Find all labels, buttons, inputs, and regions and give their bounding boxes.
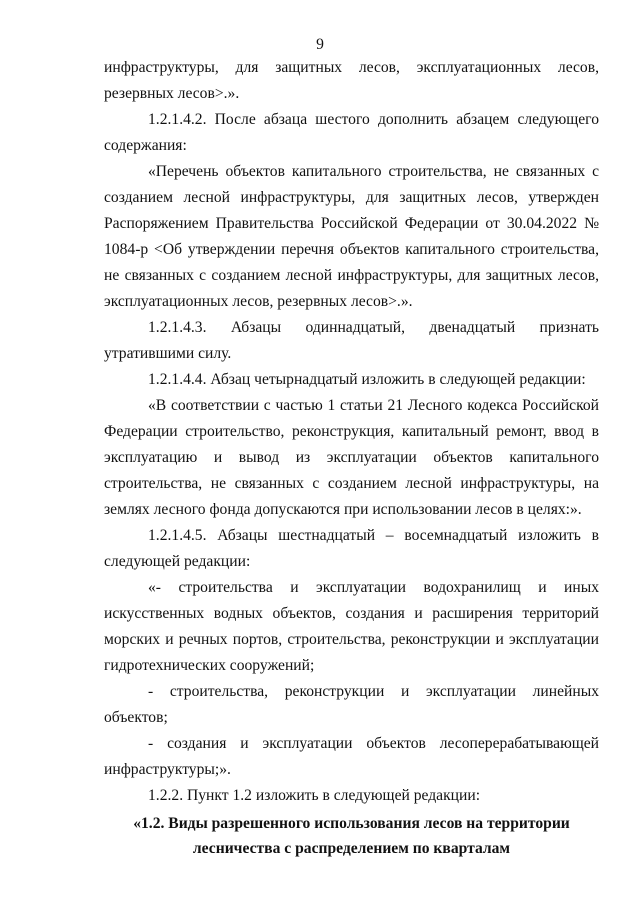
page-number: 9 (316, 36, 324, 53)
paragraph-1-2-1-4-4: 1.2.1.4.4. Абзац четырнадцатый изложить в следующей редакции: (148, 371, 586, 388)
section-heading: «1.2. Виды разрешенного использования лесов на территории лесничества с распределением по кварталам (133, 815, 570, 857)
paragraph-continuation: инфраструктуры, для защитных лесов, эксплуатационных лесов, резервных лесов>.». (104, 59, 599, 102)
paragraph-1-2-1-4-5: 1.2.1.4.5. Абзацы шестнадцатый – восемнадцатый изложить в следующей редакции: (104, 527, 599, 570)
document-body (104, 55, 599, 861)
paragraph-list-lesopererabotka: - создания и эксплуатации объектов лесоперерабатывающей инфраструктуры;». (104, 735, 599, 778)
paragraph-quote-kodeks: «В соответствии с частью 1 статьи 21 Лесного кодекса Российской Федерации строительство, реконструкция, капитальный ремонт, ввод в эксплуатацию и вывод из эксплуатации объектов капитального строительства, не связанных с созданием лесной инфраструктуры, на землях лесного фонда допускаются при использовании лесов в целях:». (104, 397, 599, 518)
paragraph-quote-perechen: «Перечень объектов капитального строительства, не связанных с созданием лесной инфраструктуры, для защитных лесов, утвержден Распоряжением Правительства Российской Федерации от 30.04.2022 № 1084-р <Об утверждении перечня объектов капитального строительства, не связанных с созданием лесной инфраструктуры, для защитных лесов, эксплуатационных лесов, резервных лесов>.». (104, 163, 599, 310)
paragraph-1-2-1-4-3: 1.2.1.4.3. Абзацы одиннадцатый, двенадцатый признать утратившими силу. (104, 319, 599, 362)
paragraph-1-2-2: 1.2.2. Пункт 1.2 изложить в следующей редакции: (148, 787, 481, 804)
paragraph-list-lineinyh: - строительства, реконструкции и эксплуатации линейных объектов; (104, 683, 599, 726)
paragraph-list-vodohranilisch: «- строительства и эксплуатации водохранилищ и иных искусственных водных объектов, создания и расширения территорий морских и речных портов, строительства, реконструкции и эксплуатации гидротехнических сооружений; (104, 579, 599, 674)
paragraph-1-2-1-4-2: 1.2.1.4.2. После абзаца шестого дополнить абзацем следующего содержания: (104, 111, 599, 154)
